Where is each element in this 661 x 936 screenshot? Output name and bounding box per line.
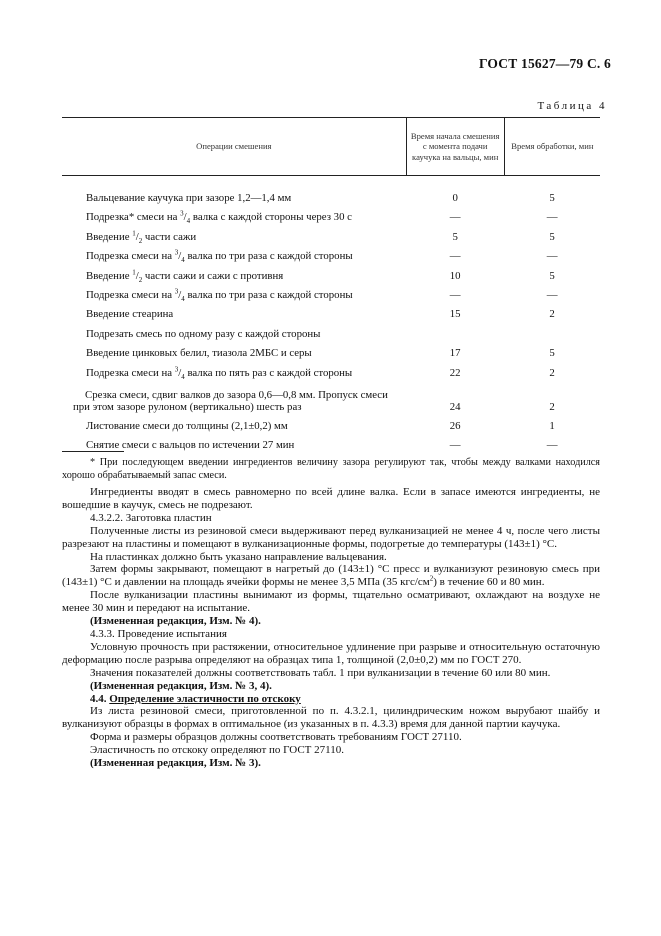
table-row	[62, 413, 600, 432]
operation-text: части сажи и сажи с противня	[142, 269, 284, 282]
table-row	[62, 204, 600, 223]
operation-cell	[62, 204, 406, 226]
operation-cell	[62, 340, 406, 359]
fraction-slash: /	[178, 250, 182, 263]
table-row	[62, 320, 600, 339]
duration-cell: 1	[549, 419, 555, 432]
operation-cell	[62, 223, 406, 245]
duration-cell: 5	[549, 269, 555, 282]
fraction-denominator: 4	[181, 256, 185, 265]
operation-text: Подрезка смеси на	[86, 288, 175, 301]
operation-text: Введение стеарина	[86, 308, 174, 321]
duration-cell: —	[546, 288, 558, 301]
paragraph	[62, 563, 600, 589]
paragraph: Полученные листы из резиновой смеси выдерживают перед вулканизацией не менее 4 ч, после чего листы разрезают на пластины и помещают в вулканизационные формы, подогретые до температуры (143±1) °С.	[62, 524, 600, 550]
operation-text: Срезка смеси, сдвиг валков до зазора 0,6—0,8 мм. Пропуск смеси при этом зазоре рулоном (вертикально) шесть раз	[73, 388, 388, 413]
operation-text: части сажи	[142, 230, 197, 243]
column-header-duration: Время обработки, мин	[504, 118, 600, 176]
fraction-denominator: 2	[138, 236, 143, 245]
revision-note: (Измененная редакция, Изм. № 3).	[90, 757, 261, 770]
paragraph: Условную прочность при растяжении, относительное удлинение при разрыве и относительную остаточную деформацию после разрыва определяют на образцах типа 1, толщиной (2,0±0,2) мм по ГОСТ 270.	[62, 640, 600, 666]
mixing-table	[62, 117, 600, 451]
duration-cell: —	[546, 439, 558, 452]
revision-note: (Измененная редакция, Изм. № 4).	[90, 615, 261, 628]
duration-cell: 5	[549, 192, 555, 204]
table-row	[62, 282, 600, 301]
fraction-denominator: 2	[138, 275, 143, 284]
start-time-cell: 10	[449, 269, 461, 282]
fraction-slash: /	[183, 211, 187, 224]
body-text	[62, 486, 600, 770]
column-header-operation: Операции смешения	[62, 118, 406, 176]
text-run: Затем формы закрывают, помещают в нагретый до (143±1) °С пресс и вулканизуют резиновую смесь при (143±1) °С и давлении на площадь ячейки формы не менее 3,5 МПа (35 кгс/см	[62, 563, 600, 589]
superscript: 2	[429, 574, 434, 583]
duration-cell: 2	[549, 400, 555, 413]
operation-text: Подрезать смесь по одному разу с каждой стороны	[86, 327, 321, 340]
operation-text: Подрезка смеси на	[86, 366, 175, 379]
start-time-cell: 0	[452, 192, 458, 204]
fraction-denominator: 4	[186, 217, 191, 226]
fraction-slash: /	[135, 230, 139, 243]
fraction-numerator: 1	[132, 267, 136, 276]
operation-cell	[62, 320, 406, 339]
fraction-numerator: 3	[174, 287, 179, 296]
table-row	[62, 432, 600, 451]
start-time-cell: 5	[452, 230, 458, 243]
start-time-cell: —	[449, 250, 461, 263]
operation-text: Подрезка* смеси на	[86, 211, 181, 224]
operation-cell	[62, 432, 406, 451]
duration-cell: 5	[549, 347, 555, 360]
start-time-cell: 24	[449, 400, 461, 413]
table-caption: Таблица 4	[537, 100, 607, 112]
section-number: 4.4.	[90, 692, 110, 705]
fraction-denominator: 4	[181, 295, 185, 304]
start-time-cell: 15	[449, 308, 461, 321]
duration-cell: 2	[549, 366, 555, 379]
start-time-cell: 17	[449, 347, 461, 360]
operation-cell	[62, 282, 406, 304]
operation-cell	[62, 379, 406, 413]
start-time-cell: 26	[449, 419, 461, 432]
fraction-numerator: 1	[132, 229, 136, 238]
operation-text: Подрезка смеси на	[86, 250, 175, 263]
footnote-divider	[62, 451, 124, 452]
operation-cell	[62, 262, 406, 284]
fraction-numerator: 3	[174, 364, 179, 373]
duration-cell: 2	[549, 308, 555, 321]
paragraph: На пластинках должно быть указано направление вальцевания.	[90, 550, 387, 563]
text-run: ) в течение 60 и 80 мин.	[433, 576, 545, 589]
paragraph: Эластичность по отскоку определяют по ГОСТ 27110.	[90, 744, 344, 757]
fraction-slash: /	[135, 269, 139, 282]
table-row	[62, 243, 600, 262]
operation-text: Снятие смеси с вальцов по истечении 27 мин	[86, 439, 295, 452]
paragraph: Из листа резиновой смеси, приготовленной по п. 4.3.2.1, цилиндрическим ножом вырубают шайбу и вулканизуют образцы в формах в оптимальное (из указанных в п. 4.3.3) время для данной партии каучука.	[62, 705, 600, 731]
operation-cell	[62, 359, 406, 381]
table-body	[62, 176, 600, 452]
operation-cell	[62, 243, 406, 265]
paragraph: Ингредиенты вводят в смесь равномерно по всей длине валка. Если в запасе имеются ингредиенты, не вошедшие в каучук, смесь не подрезают.	[62, 486, 600, 511]
section-title: Определение эластичности по отскоку	[109, 692, 301, 705]
revision-note: (Измененная редакция, Изм. № 3, 4).	[90, 679, 272, 692]
operation-text: валка по три раза с каждой стороны	[184, 288, 353, 301]
section-heading: 4.3.3. Проведение испытания	[90, 627, 227, 640]
fraction-slash: /	[178, 366, 182, 379]
section-heading	[62, 693, 600, 706]
operation-cell	[62, 176, 406, 205]
fraction-numerator: 3	[180, 209, 184, 218]
fraction-slash: /	[178, 288, 182, 301]
duration-cell	[504, 320, 600, 339]
start-time-cell: —	[449, 211, 461, 224]
page-header: ГОСТ 15627—79 С. 6	[478, 56, 611, 71]
operation-text: Введение	[86, 269, 133, 282]
paragraph: После вулканизации пластины вынимают из формы, тщательно осматривают, охлаждают на воздухе не менее 30 мин и передают на испытание.	[62, 589, 600, 615]
paragraph: Значения показателей должны соответствовать табл. 1 при вулканизации в течение 60 или 80 мин.	[90, 666, 551, 679]
table-row	[62, 262, 600, 281]
table-row	[62, 176, 600, 205]
fraction-numerator: 3	[174, 248, 179, 257]
duration-cell: —	[546, 211, 558, 224]
operation-text: Введение цинковых белил, тиазола 2МБС и серы	[86, 347, 312, 360]
table-row	[62, 340, 600, 359]
start-time-cell	[406, 320, 504, 339]
fraction-denominator: 4	[181, 372, 185, 381]
start-time-cell: 22	[449, 366, 461, 379]
duration-cell: 5	[549, 230, 555, 243]
column-header-start-time: Время начала смешения с момента подачи каучука на вальцы, мин	[406, 118, 504, 176]
paragraph: Форма и размеры образцов должны соответствовать требованиям ГОСТ 27110.	[90, 731, 462, 744]
section-heading: 4.3.2.2. Заготовка пластин	[90, 511, 212, 524]
table-row	[62, 223, 600, 242]
table-row	[62, 379, 600, 413]
operation-cell	[62, 301, 406, 320]
duration-cell: —	[546, 250, 558, 263]
operation-text: валка по три раза с каждой стороны	[184, 250, 353, 263]
start-time-cell: —	[449, 288, 461, 301]
operation-text: Вальцевание каучука при зазоре 1,2—1,4 мм	[86, 192, 292, 204]
operation-text: валка по пять раз с каждой стороны	[184, 366, 353, 379]
table-row	[62, 301, 600, 320]
operation-cell	[62, 413, 406, 432]
start-time-cell: —	[449, 439, 461, 452]
table-row	[62, 359, 600, 378]
operation-text: валка с каждой стороны через 30 с	[190, 211, 352, 224]
footnote: * При последующем введении ингредиентов величину зазора регулируют так, чтобы между валками находился хорошо обрабатываемый запас смеси.	[62, 457, 600, 481]
operation-text: Введение	[86, 230, 133, 243]
operation-text: Листование смеси до толщины (2,1±0,2) мм	[86, 419, 288, 432]
